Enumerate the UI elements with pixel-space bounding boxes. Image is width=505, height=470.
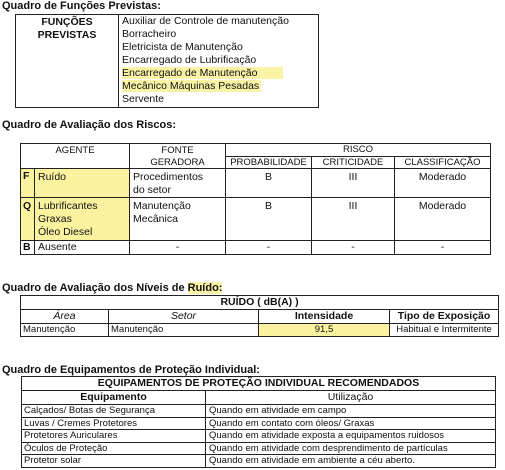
- agente-code: Q: [21, 198, 35, 241]
- agente-line: Lubrificantes: [38, 200, 98, 212]
- col-utilizacao-header: Utilização: [206, 391, 496, 405]
- agente-line: Óleo Diesel: [38, 226, 93, 238]
- utilizacao-cell: Quando em atividade em campo: [206, 405, 496, 418]
- tipo-cell: Habitual e Intermitente: [390, 324, 499, 337]
- funcoes-header-line2: PREVISTAS: [37, 29, 97, 41]
- utilizacao-cell: Quando em contato com óleos/ Graxas: [206, 417, 496, 430]
- table-row: [22, 417, 496, 430]
- table-row: [21, 241, 491, 255]
- criticidade-cell: -: [312, 241, 395, 255]
- col-area-header: Área: [21, 310, 109, 324]
- fonte-line: -: [175, 241, 180, 253]
- agente-line: Graxas: [38, 213, 72, 225]
- funcao-item: Encarregado de Lubrificação: [122, 54, 257, 66]
- fonte-cell: [130, 169, 226, 198]
- fonte-line: do setor: [133, 184, 171, 196]
- ruido-table: [20, 295, 499, 337]
- ruido-title-prefix: Quadro de Avaliação dos Níveis de: [2, 282, 188, 294]
- probabilidade-cell: B: [226, 169, 312, 198]
- fonte-cell: [130, 241, 226, 255]
- ruido-title: [2, 282, 222, 294]
- area-cell: Manutenção: [21, 324, 109, 337]
- risco-header: RISCO: [226, 144, 491, 157]
- equipamento-cell: Luvas / Cremes Protetores: [22, 417, 206, 430]
- probabilidade-cell: -: [226, 241, 312, 255]
- funcao-item: Auxiliar de Controle de manutenção: [122, 15, 289, 27]
- table-row: [22, 455, 496, 468]
- agente-code: B: [21, 241, 35, 255]
- funcoes-title: Quadro de Funções Previstas:: [2, 0, 161, 12]
- epi-table: [21, 376, 496, 468]
- table-row: [21, 324, 499, 337]
- criticidade-cell: III: [312, 169, 395, 198]
- fonte-cell: [130, 198, 226, 241]
- table-row: [21, 169, 491, 198]
- fonte-line: Manutenção: [133, 200, 191, 212]
- table-row: [21, 198, 491, 241]
- agente-header: AGENTE: [21, 144, 130, 169]
- utilizacao-cell: Quando em atividade em ambiente a céu aberto.: [206, 455, 496, 468]
- agente-cell: [35, 241, 130, 255]
- col-equipamento-header: Equipamento: [22, 391, 206, 405]
- classificacao-cell: -: [395, 241, 491, 255]
- table-row: [22, 430, 496, 443]
- table-row: [22, 442, 496, 455]
- col-intensidade-header: Intensidade: [259, 310, 390, 324]
- funcoes-table: [15, 14, 319, 108]
- ruido-title-highlight: Ruído:: [187, 282, 223, 294]
- ruido-header: RUÍDO ( dB(A) ): [21, 296, 499, 310]
- agente-cell: [35, 169, 130, 198]
- classificacao-cell: Moderado: [395, 198, 491, 241]
- agente-code: F: [21, 169, 35, 198]
- epi-title: Quadro de Equipamentos de Proteção Individual:: [2, 364, 260, 376]
- table-row: [22, 405, 496, 418]
- epi-header: EQUIPAMENTOS DE PROTEÇÃO INDIVIDUAL RECOMENDADOS: [22, 377, 496, 391]
- fonte-header: FONTE GERADORA: [130, 144, 226, 169]
- agente-cell: [35, 198, 130, 241]
- criticidade-cell: III: [312, 198, 395, 241]
- equipamento-cell: Calçados/ Botas de Segurança: [22, 405, 206, 418]
- utilizacao-cell: Quando em atividade com desprendimento de partículas: [206, 442, 496, 455]
- equipamento-cell: Óculos de Proteção: [22, 442, 206, 455]
- classificacao-cell: Moderado: [395, 169, 491, 198]
- equipamento-cell: Protetor solar: [22, 455, 206, 468]
- agente-line: Ruído: [38, 171, 67, 183]
- funcoes-header-line1: FUNÇÕES: [41, 16, 93, 28]
- equipamento-cell: Protetores Auriculares: [22, 430, 206, 443]
- riscos-table: [20, 143, 491, 255]
- funcao-item: Borracheiro: [122, 28, 177, 40]
- probabilidade-header: PROBABILIDADE: [226, 156, 312, 169]
- funcao-item: Eletricista de Manutenção: [122, 41, 243, 53]
- riscos-title: Quadro de Avaliação dos Riscos:: [2, 119, 177, 131]
- intensidade-cell: 91,5: [259, 324, 390, 337]
- funcao-item-highlighted: Encarregado de Manutenção: [122, 67, 315, 80]
- agente-line: Ausente: [38, 241, 77, 253]
- funcoes-header-cell: [16, 15, 119, 108]
- probabilidade-cell: B: [226, 198, 312, 241]
- col-tipo-header: Tipo de Exposição: [390, 310, 499, 324]
- funcao-item: Servente: [122, 93, 165, 105]
- funcoes-list: [119, 15, 319, 108]
- fonte-line: Mecânica: [133, 213, 178, 225]
- funcao-item-highlighted: Mecânico Máquinas Pesadas: [122, 80, 260, 92]
- setor-cell: Manutenção: [109, 324, 259, 337]
- classificacao-header: CLASSIFICAÇÃO: [395, 156, 491, 169]
- criticidade-header: CRITICIDADE: [312, 156, 395, 169]
- col-setor-header: Setor: [109, 310, 259, 324]
- fonte-line: Procedimentos: [133, 171, 204, 183]
- utilizacao-cell: Quando em atividade exposta a equipamentos ruidosos: [206, 430, 496, 443]
